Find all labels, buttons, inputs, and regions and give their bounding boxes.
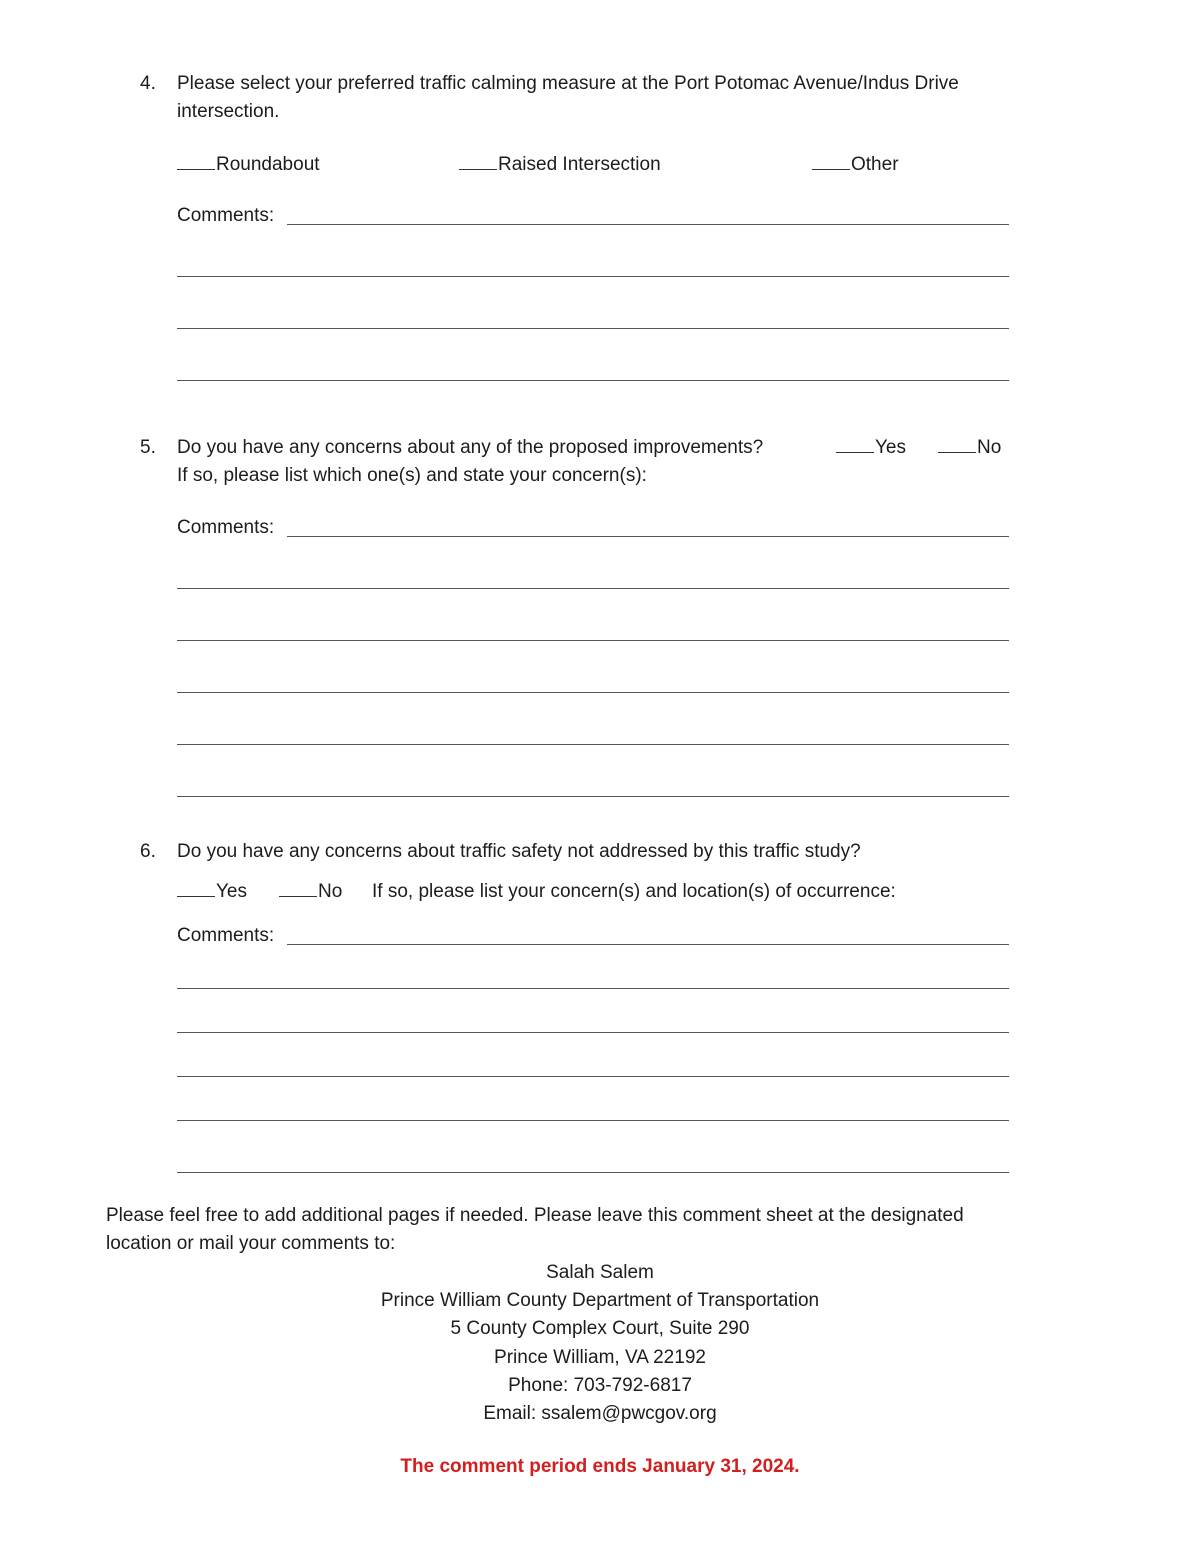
contact-city: Prince William, VA 22192 bbox=[494, 1347, 706, 1368]
question-5-comment-line-6[interactable] bbox=[177, 796, 1009, 797]
question-6-comment-line-5[interactable] bbox=[177, 1120, 1009, 1121]
blank-q6-no[interactable] bbox=[279, 896, 317, 897]
option-raised-intersection[interactable] bbox=[459, 151, 661, 179]
question-6-comment-line-1[interactable] bbox=[287, 944, 1009, 945]
option-roundabout[interactable] bbox=[177, 151, 320, 179]
contact-department: Prince William County Department of Transportation bbox=[380, 1290, 820, 1311]
question-5-comment-line-3[interactable] bbox=[177, 640, 1009, 641]
question-6-followup: If so, please list your concern(s) and location(s) of occurrence: bbox=[372, 881, 896, 902]
question-5-comment-line-2[interactable] bbox=[177, 588, 1009, 589]
question-4-comments-label: Comments: bbox=[177, 205, 275, 226]
question-5-comment-line-4[interactable] bbox=[177, 692, 1009, 693]
blank-raised-intersection[interactable] bbox=[459, 169, 497, 170]
option-other-label: Other bbox=[851, 154, 899, 175]
question-4-comment-line-3[interactable] bbox=[177, 328, 1009, 329]
question-6-comment-line-3[interactable] bbox=[177, 1032, 1009, 1033]
question-6-text-line1: Do you have any concerns about traffic safety not addressed by this traffic study? bbox=[177, 841, 861, 862]
question-5-no-option[interactable] bbox=[938, 434, 1001, 462]
blank-q6-yes[interactable] bbox=[177, 896, 215, 897]
comment-deadline: The comment period ends January 31, 2024. bbox=[400, 1456, 800, 1477]
contact-email: Email: ssalem@pwcgov.org bbox=[483, 1403, 717, 1424]
blank-other[interactable] bbox=[812, 169, 850, 170]
question-4-comment-line-1[interactable] bbox=[287, 224, 1009, 225]
question-6-number: 6. bbox=[140, 841, 156, 862]
question-6-no-option[interactable] bbox=[279, 878, 342, 906]
question-6-comments-label: Comments: bbox=[177, 925, 275, 946]
question-5-yes-label: Yes bbox=[875, 437, 906, 458]
question-5-comment-line-1[interactable] bbox=[287, 536, 1009, 537]
question-6-no-label: No bbox=[318, 881, 343, 902]
blank-q5-yes[interactable] bbox=[836, 452, 874, 453]
question-5-comments-label: Comments: bbox=[177, 517, 275, 538]
footer-instructions-line1: Please feel free to add additional pages if needed. Please leave this comment sheet at the designated bbox=[106, 1205, 964, 1226]
option-roundabout-label: Roundabout bbox=[216, 154, 320, 175]
question-5-no-label: No bbox=[977, 437, 1002, 458]
blank-roundabout[interactable] bbox=[177, 169, 215, 170]
question-6-comment-line-4[interactable] bbox=[177, 1076, 1009, 1077]
footer-instructions-line2: location or mail your comments to: bbox=[106, 1233, 396, 1254]
question-4-text-line2: intersection. bbox=[177, 101, 280, 122]
question-5-text-line1: Do you have any concerns about any of the proposed improvements? bbox=[177, 437, 764, 458]
question-6-yes-option[interactable] bbox=[177, 878, 247, 906]
question-5-number: 5. bbox=[140, 437, 156, 458]
question-6-comment-line-2[interactable] bbox=[177, 988, 1009, 989]
option-raised-intersection-label: Raised Intersection bbox=[498, 154, 661, 175]
question-4-text-line1: Please select your preferred traffic calming measure at the Port Potomac Avenue/Indus Drive bbox=[177, 73, 959, 94]
question-4-comment-line-4[interactable] bbox=[177, 380, 1009, 381]
question-4-comment-line-2[interactable] bbox=[177, 276, 1009, 277]
question-6-yes-label: Yes bbox=[216, 881, 247, 902]
question-5-comment-line-5[interactable] bbox=[177, 744, 1009, 745]
contact-street: 5 County Complex Court, Suite 290 bbox=[450, 1318, 750, 1339]
question-5-text-line2: If so, please list which one(s) and state your concern(s): bbox=[177, 465, 647, 486]
contact-name: Salah Salem bbox=[546, 1262, 654, 1283]
question-6-comment-line-6[interactable] bbox=[177, 1172, 1009, 1173]
question-5-yes-option[interactable] bbox=[836, 434, 906, 462]
contact-phone: Phone: 703-792-6817 bbox=[508, 1375, 692, 1396]
question-4-number: 4. bbox=[140, 73, 156, 94]
blank-q5-no[interactable] bbox=[938, 452, 976, 453]
option-other[interactable] bbox=[812, 151, 899, 179]
